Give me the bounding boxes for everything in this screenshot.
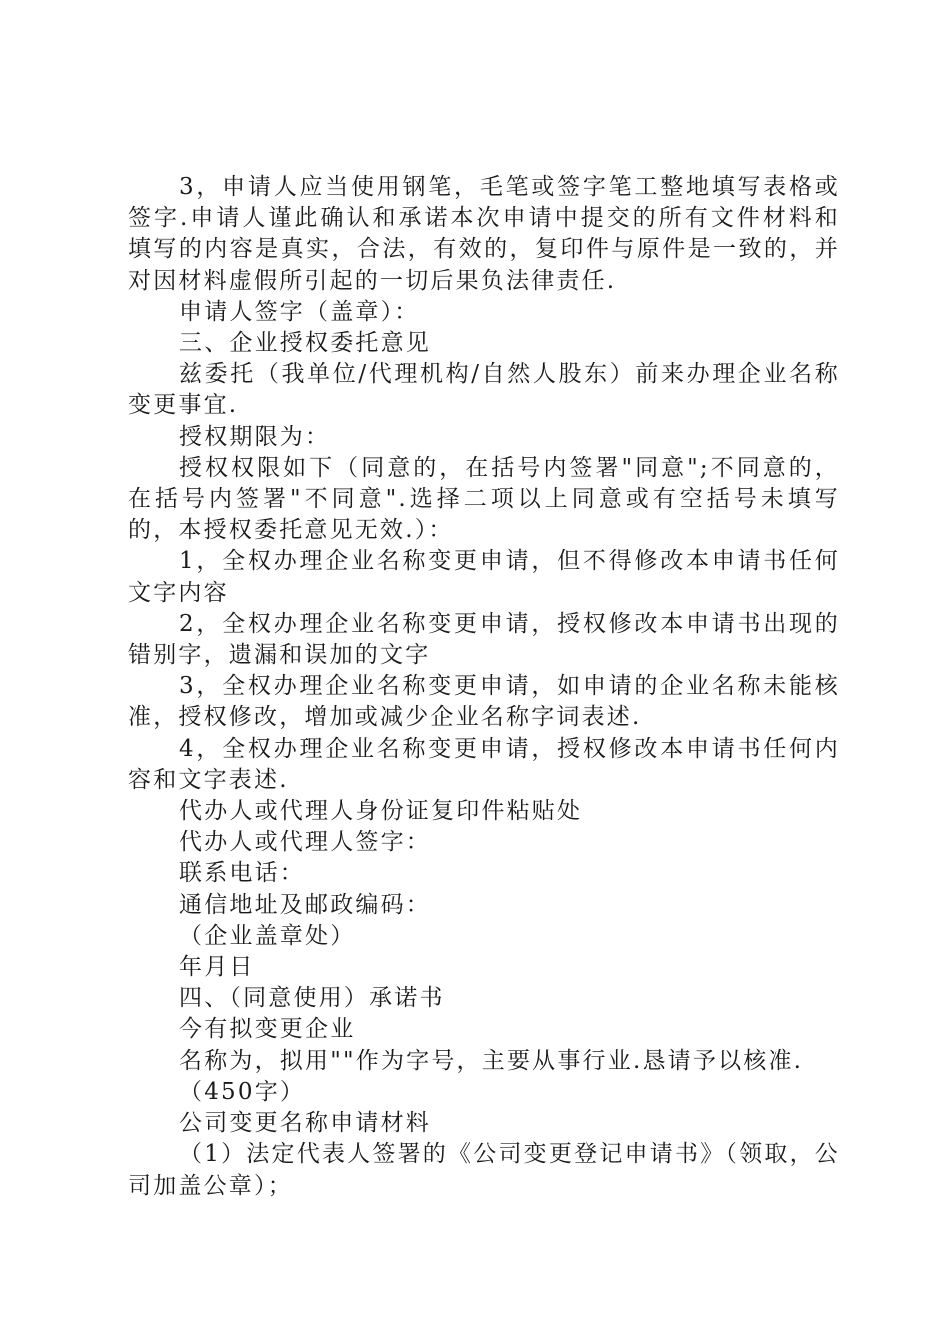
list-item-authorization-2: 2，全权办理企业名称变更申请，授权修改本申请书出现的错别字，遗漏和误加的文字 [128, 610, 840, 669]
paragraph-applicant-pledge: 3，申请人应当使用钢笔，毛笔或签字笔工整地填写表格或签字.申请人谨此确认和承诺本次申请中提交的所有文件材料和填写的内容是真实，合法，有效的，复印件与原件是一致的，并对因材料虚假所引起的一切后果负法律责任. [128, 174, 840, 294]
section-heading-commitment: 四、（同意使用）承诺书 [179, 985, 445, 1012]
list-item-authorization-3: 3，全权办理企业名称变更申请，如申请的企业名称未能核准，授权修改，增加或减少企业名称字词表述. [128, 673, 840, 731]
paragraph-word-count: （450字） [179, 1078, 306, 1105]
paragraph-address: 通信地址及邮政编码： [179, 891, 431, 918]
paragraph-authorization-period: 授权期限为： [179, 423, 331, 450]
section-heading-authorization: 三、企业授权委托意见 [179, 330, 431, 357]
paragraph-date: 年月日 [179, 954, 255, 981]
paragraph-phone: 联系电话： [179, 860, 305, 887]
paragraph-commitment-name: 名称为，拟用""作为字号，主要从事行业.恳请予以核准. [179, 1047, 804, 1074]
paragraph-company-seal: （企业盖章处） [179, 922, 356, 949]
paragraph-commitment-intro: 今有拟变更企业 [179, 1016, 356, 1043]
paragraph-entrustment: 兹委托（我单位/代理机构/自然人股东）前来办理企业名称变更事宜. [128, 361, 840, 419]
paragraph-id-copy-area: 代办人或代理人身份证复印件粘贴处 [179, 798, 583, 825]
document-body [128, 172, 840, 1202]
list-item-authorization-1: 1，全权办理企业名称变更申请，但不得修改本申请书任何文字内容 [128, 548, 840, 606]
paragraph-agent-signature: 代办人或代理人签字： [179, 829, 431, 856]
paragraph-authorization-scope: 授权权限如下（同意的，在括号内签署"同意";不同意的，在括号内签署"不同意".选择二项以上同意或有空括号未填写的，本授权委托意见无效.）： [128, 454, 840, 544]
list-item-material-1: （1）法定代表人签署的《公司变更登记申请书》（领取，公司加盖公章）； [128, 1141, 840, 1199]
list-item-authorization-4: 4，全权办理企业名称变更申请，授权修改本申请书任何内容和文字表述. [128, 735, 840, 793]
section-heading-materials: 公司变更名称申请材料 [179, 1110, 431, 1137]
paragraph-applicant-signature: 申请人签字（盖章）： [179, 298, 420, 325]
